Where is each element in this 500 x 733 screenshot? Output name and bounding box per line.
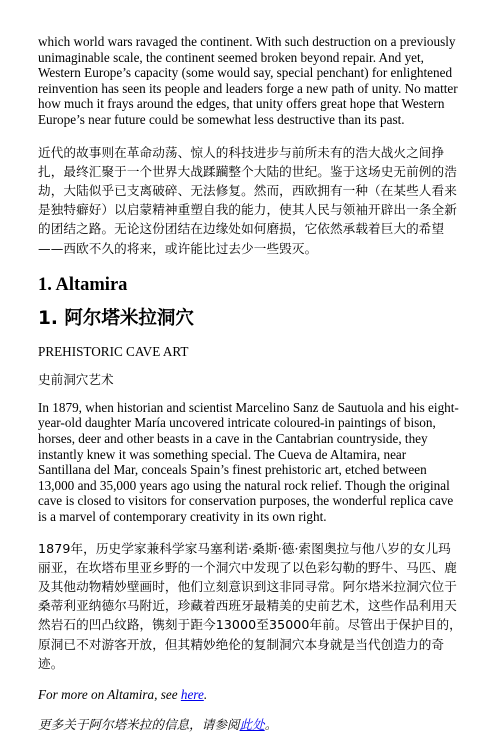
more-info-en-suffix: . — [203, 686, 208, 702]
section-label-en: PREHISTORIC CAVE ART — [38, 343, 189, 359]
intro-paragraph-en: which world wars ravaged the continent. With such destruction on a previously unimaginable scale, the continent seemed broken beyond repair. And yet, Western Europe’s capacity (some would say, special penchant) for enlightened reinvention has seen its people and leaders forge a new path of unity. No matter how much it frays around the edges, that unity offers great hope that Western Europe’s near future could be somewhat less destructive than its past. — [38, 34, 458, 127]
more-info-zh-link[interactable]: 此处 — [239, 716, 265, 732]
section-label-zh: 史前洞穴艺术 — [38, 371, 114, 387]
intro-paragraph-zh: 近代的故事则在革命动荡、惊人的科技进步与前所未有的浩大战火之间挣扎，最终汇聚于一个世界大战蹂躏整个大陆的世纪。鉴于这场史无前例的浩劫，大陆似乎已支离破碎、无法修复。然而，西欧拥有一种（在某些人看来是独特癖好）以启蒙精神重塑自我的能力，使其人民与领袖开辟出一条全新的团结之路。无论这份团结在边缘处如何磨损，它依然承载着巨大的希望——西欧不久的将来，或许能比过去少一些毁灭。 — [38, 144, 457, 256]
section-body-en: In 1879, when historian and scientist Marcelino Sanz de Sautuola and his eight-year-old daughter María uncovered intricate coloured-in paintings of bison, horses, deer and other beasts in a cave in the Cantabrian countryside, they instantly knew it was something special. The Cueva de Altamira, near Santillana del Mar, conceals Spain’s finest prehistoric art, etched between 13,000 and 35,000 years ago using the natural rock relief. Though the original cave is closed to visitors for conservation purposes, the wonderful replica cave is a marvel of contemporary creativity in its own right. — [38, 399, 459, 524]
more-info-en-link[interactable]: here — [180, 686, 204, 702]
more-info-zh-suffix: 。 — [264, 716, 278, 732]
section-heading-zh: 1. 阿尔塔米拉洞穴 — [38, 307, 194, 329]
more-info-en-prefix: For more on Altamira, see — [38, 686, 181, 702]
more-info-zh-prefix: 更多关于阿尔塔米拉的信息，请参阅 — [38, 716, 240, 732]
more-info-zh — [38, 717, 462, 733]
section-body-zh: 1879年，历史学家兼科学家马塞利诺·桑斯·德·索图奥拉与他八岁的女儿玛丽亚，在坎塔布里亚乡野的一个洞穴中发现了以色彩勾勒的野牛、马匹、鹿及其他动物精妙壁画时，他们立刻意识到这非同寻常。阿尔塔米拉洞穴位于桑蒂利亚纳德尔马附近，珍藏着西班牙最精美的史前艺术，这些作品利用天然岩石的凹凸纹路，镌刻于距今13000至35000年前。尽管出于保护目的，原洞已不对游客开放，但其精妙绝伦的复制洞穴本身就是当代创造力的奇迹。 — [38, 540, 462, 671]
more-info-en — [38, 687, 462, 703]
section-heading-en: 1. Altamira — [38, 274, 128, 295]
